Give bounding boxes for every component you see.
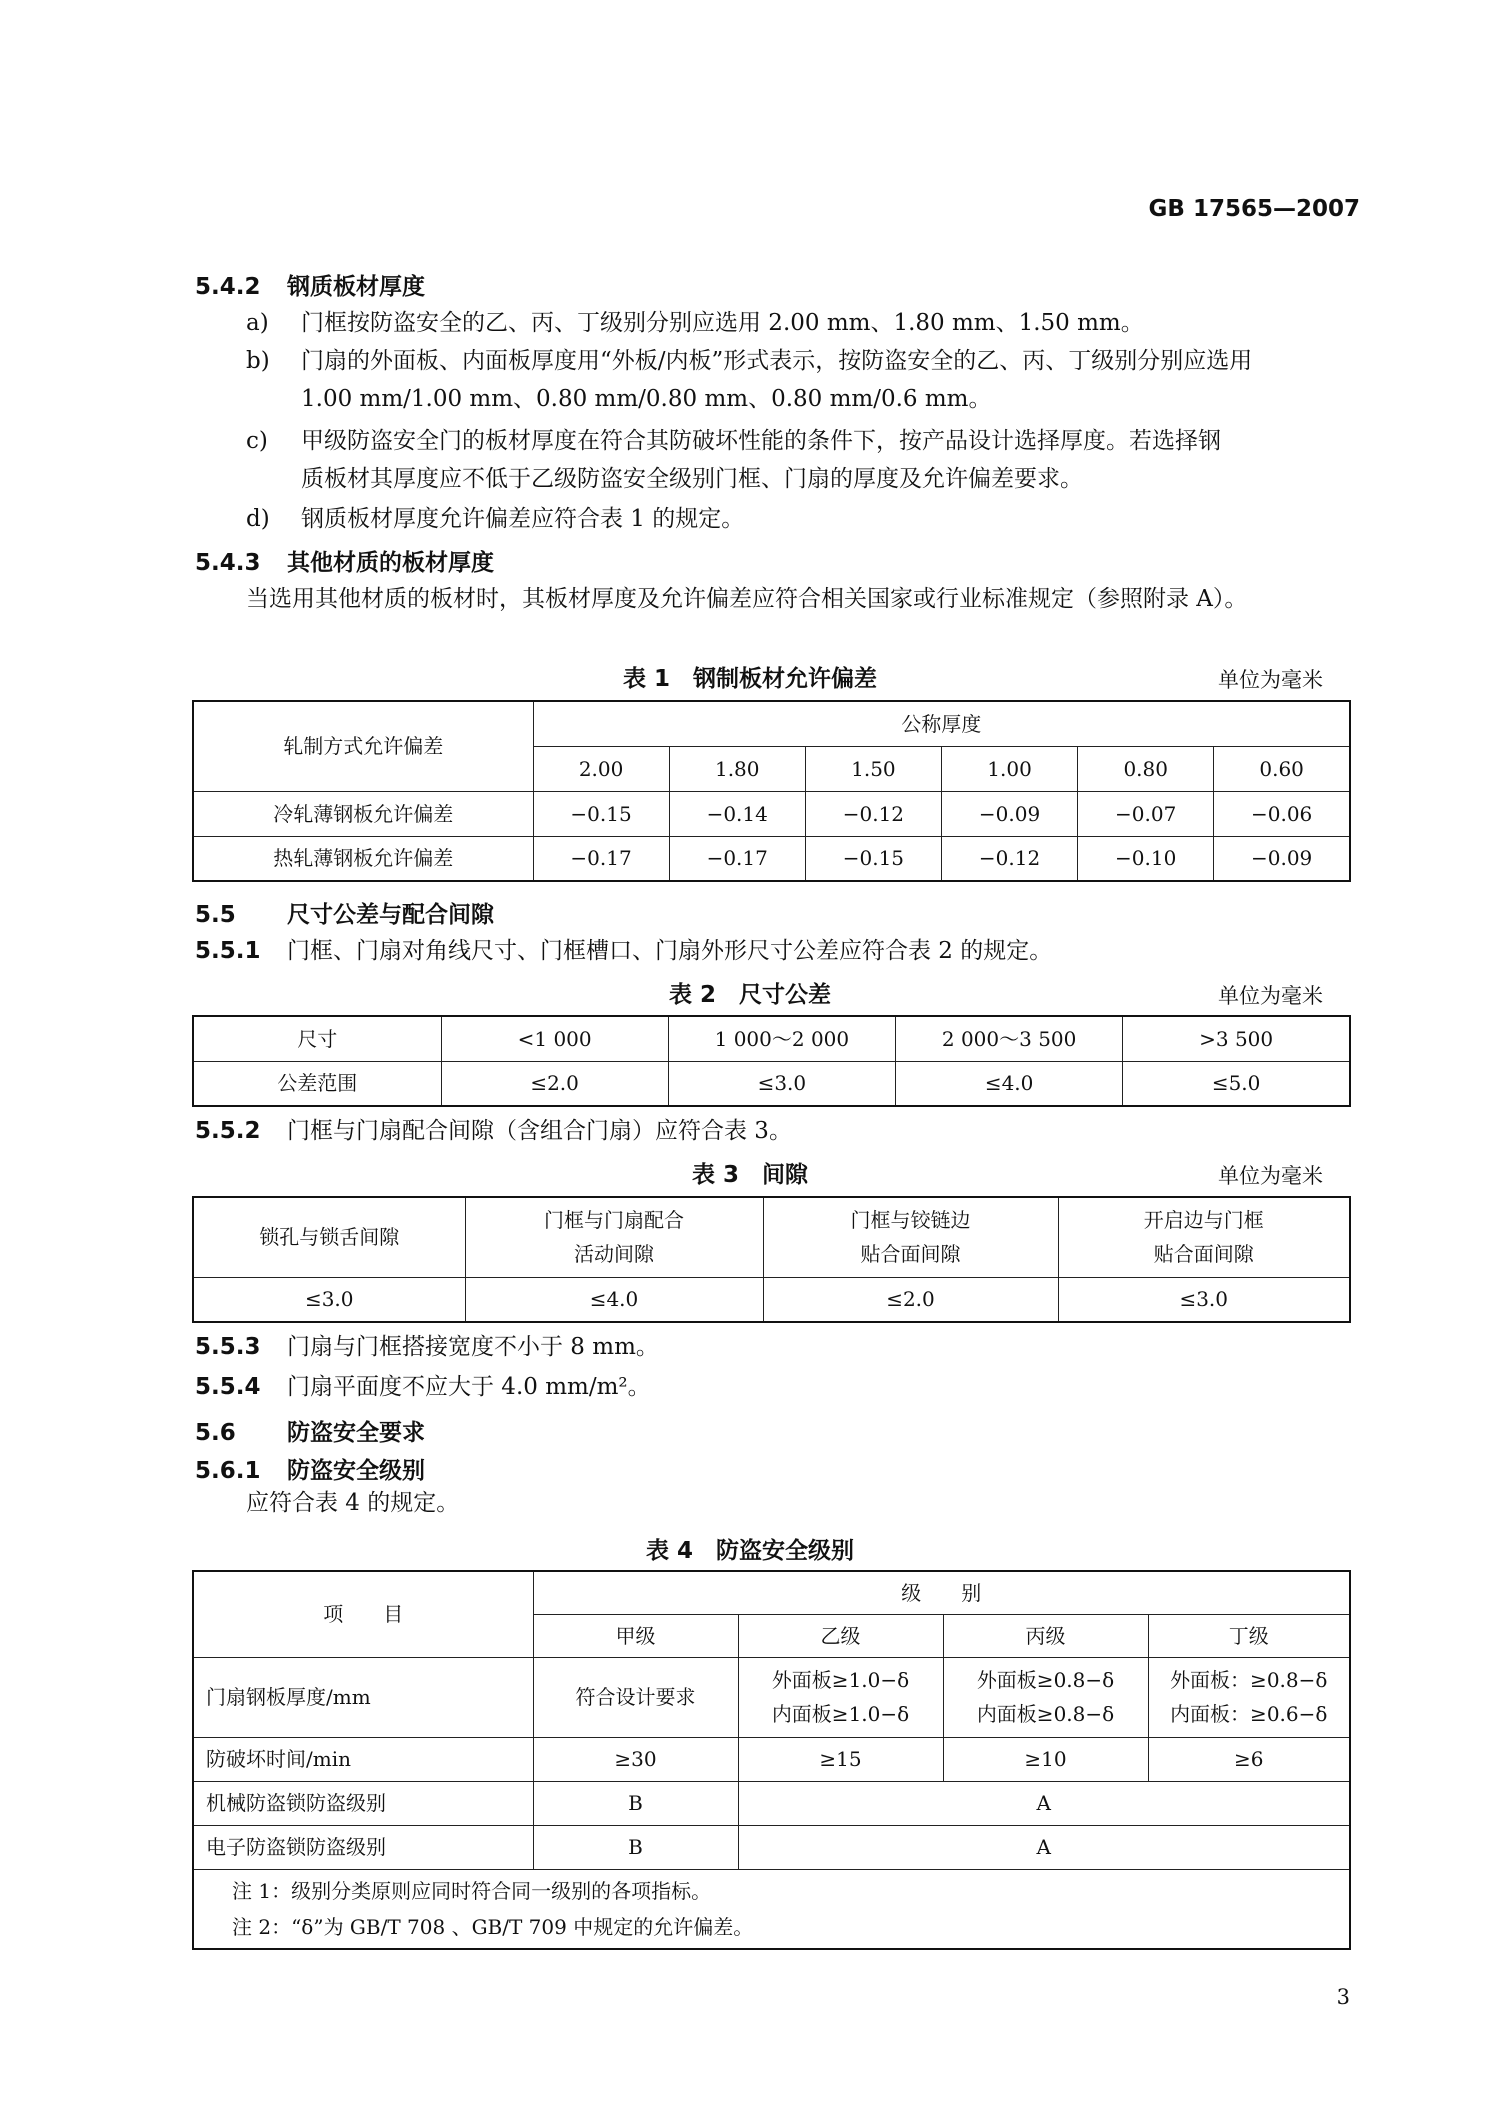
table3 (192, 1196, 1351, 1323)
item-c-continued: 质板材其厚度应不低于乙级防盗安全级别门框、门扇的厚度及允许偏差要求。 (301, 466, 1083, 492)
cell: −0.06 (1214, 791, 1350, 836)
cell: ≥6 (1148, 1737, 1350, 1781)
table2-caption: 表 2 尺寸公差 (668, 982, 831, 1008)
row-label: 冷轧薄钢板允许偏差 (193, 791, 533, 836)
cell: −0.12 (941, 836, 1077, 881)
cell (738, 1657, 943, 1737)
item-marker: b) (246, 348, 270, 374)
table1-unit: 单位为毫米 (1218, 668, 1323, 692)
cell: A (738, 1825, 1350, 1869)
table4 (192, 1570, 1351, 1950)
section-number: 5.6 (195, 1420, 236, 1446)
section-5-5-1 (195, 932, 1052, 970)
section-number: 5.5.4 (195, 1374, 261, 1400)
table-row (193, 1016, 1350, 1061)
cell: ≥30 (533, 1737, 738, 1781)
table1-col-header: 1.50 (805, 746, 941, 791)
section-number: 5.5.1 (195, 938, 261, 964)
page-number: 3 (1336, 1985, 1350, 2009)
section-number: 5.4.3 (195, 550, 261, 576)
header-line: 开启边与门框 (1143, 1208, 1264, 1233)
table1-caption: 表 1 钢制板材允许偏差 (622, 666, 877, 692)
section-5-4-3-text: 当选用其他材质的板材时，其板材厚度及允许偏差应符合相关国家或行业标准规定（参照附录 A）。 (246, 586, 1248, 612)
cell: ≥15 (738, 1737, 943, 1781)
cell: 符合设计要求 (533, 1657, 738, 1737)
level-header: 甲级 (533, 1614, 738, 1657)
level-header: 丙级 (943, 1614, 1148, 1657)
table-row (193, 1737, 1350, 1781)
table1-col-header: 0.60 (1214, 746, 1350, 791)
section-title: 防盗安全要求 (287, 1420, 425, 1446)
table3-header (1058, 1197, 1350, 1277)
table4-item-header: 项 目 (193, 1571, 533, 1657)
cell: −0.09 (941, 791, 1077, 836)
row-label: 热轧薄钢板允许偏差 (193, 836, 533, 881)
cell: −0.10 (1078, 836, 1214, 881)
cell: −0.09 (1214, 836, 1350, 881)
cell: A (738, 1781, 1350, 1825)
cell: −0.07 (1078, 791, 1214, 836)
item-text: 钢质板材厚度允许偏差应符合表 1 的规定。 (301, 506, 745, 532)
table3-unit: 单位为毫米 (1218, 1164, 1323, 1188)
standard-number: GB 17565—2007 (1148, 196, 1360, 222)
cell: 1 000～2 000 (668, 1016, 895, 1061)
header-line: 锁孔与锁舌间隙 (259, 1225, 400, 1250)
row-label: 电子防盗锁防盗级别 (193, 1825, 533, 1869)
table1-col-header: 0.80 (1078, 746, 1214, 791)
section-text: 门框与门扇配合间隙（含组合门扇）应符合表 3。 (287, 1118, 792, 1144)
item-text: 门框按防盗安全的乙、丙、丁级别分别应选用 2.00 mm、1.80 mm、1.50 mm。 (301, 310, 1144, 336)
section-5-5-4 (195, 1368, 651, 1406)
item-d (246, 500, 744, 538)
cell-line: 外面板≥1.0−δ (771, 1668, 910, 1692)
cell-line: 内面板：≥0.6−δ (1170, 1702, 1328, 1726)
cell: ≤4.0 (896, 1061, 1123, 1106)
cell: −0.12 (805, 791, 941, 836)
cell (1148, 1657, 1350, 1737)
table4-caption: 表 4 防盗安全级别 (645, 1538, 854, 1564)
header-line: 贴合面间隙 (1153, 1242, 1254, 1267)
cell-line: 内面板≥1.0−δ (771, 1702, 910, 1726)
section-number: 5.5.3 (195, 1334, 261, 1360)
cell-line: 外面板≥0.8−δ (976, 1668, 1115, 1692)
section-5-5-heading (195, 896, 494, 929)
row-label: 门扇钢板厚度/mm (193, 1657, 533, 1737)
note: 注 2：“δ”为 GB/T 708 、GB/T 709 中规定的允许偏差。 (232, 1914, 754, 1939)
section-text: 门框、门扇对角线尺寸、门框槽口、门扇外形尺寸公差应符合表 2 的规定。 (287, 938, 1053, 964)
table2 (192, 1015, 1351, 1107)
item-b (246, 342, 1252, 380)
cell-line: 外面板：≥0.8−δ (1170, 1668, 1328, 1692)
item-marker: a) (246, 310, 269, 336)
item-a (246, 304, 1144, 342)
table1-col-header: 1.80 (669, 746, 805, 791)
section-title: 尺寸公差与配合间隙 (287, 902, 494, 928)
section-number: 5.4.2 (195, 274, 261, 300)
cell: ≤2.0 (441, 1061, 668, 1106)
table1 (192, 700, 1351, 882)
section-5-6-1-heading (195, 1452, 425, 1485)
cell: ≤3.0 (1058, 1277, 1350, 1322)
header-line: 活动间隙 (574, 1242, 654, 1267)
cell: 2 000～3 500 (896, 1016, 1123, 1061)
item-text: 门扇的外面板、内面板厚度用“外板/内板”形式表示，按防盗安全的乙、丙、丁级别分别应选用 (301, 348, 1253, 374)
section-title: 钢质板材厚度 (287, 274, 425, 300)
section-5-5-2 (195, 1112, 792, 1150)
table3-header (193, 1197, 465, 1277)
table1-col-header: 1.00 (941, 746, 1077, 791)
table3-header (763, 1197, 1058, 1277)
item-text: 甲级防盗安全门的板材厚度在符合其防破坏性能的条件下，按产品设计选择厚度。若选择钢 (301, 428, 1221, 454)
table-row (193, 1781, 1350, 1825)
item-marker: c) (246, 428, 268, 454)
table3-header (465, 1197, 763, 1277)
table3-caption: 表 3 间隙 (691, 1162, 808, 1188)
cell: ≤2.0 (763, 1277, 1058, 1322)
section-title: 其他材质的板材厚度 (287, 550, 494, 576)
table-row (193, 1657, 1350, 1737)
cell: ≥10 (943, 1737, 1148, 1781)
table-row (193, 836, 1350, 881)
table-row (193, 1277, 1350, 1322)
item-b-continued: 1.00 mm/1.00 mm、0.80 mm/0.80 mm、0.80 mm/0.6 mm。 (301, 386, 992, 412)
row-label: 机械防盗锁防盗级别 (193, 1781, 533, 1825)
section-5-6-1-text: 应符合表 4 的规定。 (246, 1490, 460, 1516)
table-row (193, 1825, 1350, 1869)
table4-group-header: 级 别 (533, 1571, 1350, 1614)
cell: 公差范围 (193, 1061, 441, 1106)
table-row (193, 791, 1350, 836)
level-header: 丁级 (1148, 1614, 1350, 1657)
header-line: 门框与铰链边 (850, 1208, 971, 1233)
cell (943, 1657, 1148, 1737)
cell-line: 内面板≥0.8−δ (976, 1702, 1115, 1726)
table1-group-header: 公称厚度 (533, 701, 1350, 746)
table1-row-header: 轧制方式允许偏差 (193, 701, 533, 791)
item-marker: d) (246, 506, 270, 532)
section-5-4-3-heading (195, 544, 494, 577)
cell: <1 000 (441, 1016, 668, 1061)
cell: ≤5.0 (1123, 1061, 1350, 1106)
section-5-5-3 (195, 1328, 659, 1366)
cell: B (533, 1781, 738, 1825)
section-number: 5.5 (195, 902, 236, 928)
cell: −0.14 (669, 791, 805, 836)
section-number: 5.5.2 (195, 1118, 261, 1144)
section-5-4-2-heading (195, 268, 425, 301)
cell: ≤3.0 (668, 1061, 895, 1106)
table4-notes (193, 1869, 1350, 1949)
header-line: 贴合面间隙 (860, 1242, 961, 1267)
row-label: 防破坏时间/min (193, 1737, 533, 1781)
table1-col-header: 2.00 (533, 746, 669, 791)
cell: B (533, 1825, 738, 1869)
section-text: 门扇平面度不应大于 4.0 mm/m²。 (287, 1374, 651, 1400)
section-number: 5.6.1 (195, 1458, 261, 1484)
section-5-6-heading (195, 1414, 425, 1447)
cell: 尺寸 (193, 1016, 441, 1061)
section-title: 防盗安全级别 (287, 1458, 425, 1484)
cell: −0.17 (669, 836, 805, 881)
table2-unit: 单位为毫米 (1218, 984, 1323, 1008)
cell: −0.17 (533, 836, 669, 881)
section-text: 门扇与门框搭接宽度不小于 8 mm。 (287, 1334, 659, 1360)
cell: −0.15 (805, 836, 941, 881)
table-row (193, 1061, 1350, 1106)
cell: >3 500 (1123, 1016, 1350, 1061)
cell: ≤3.0 (193, 1277, 465, 1322)
note: 注 1：级别分类原则应同时符合同一级别的各项指标。 (232, 1878, 712, 1903)
cell: ≤4.0 (465, 1277, 763, 1322)
cell: −0.15 (533, 791, 669, 836)
level-header: 乙级 (738, 1614, 943, 1657)
header-line: 门框与门扇配合 (544, 1208, 684, 1233)
item-c (246, 422, 1221, 460)
